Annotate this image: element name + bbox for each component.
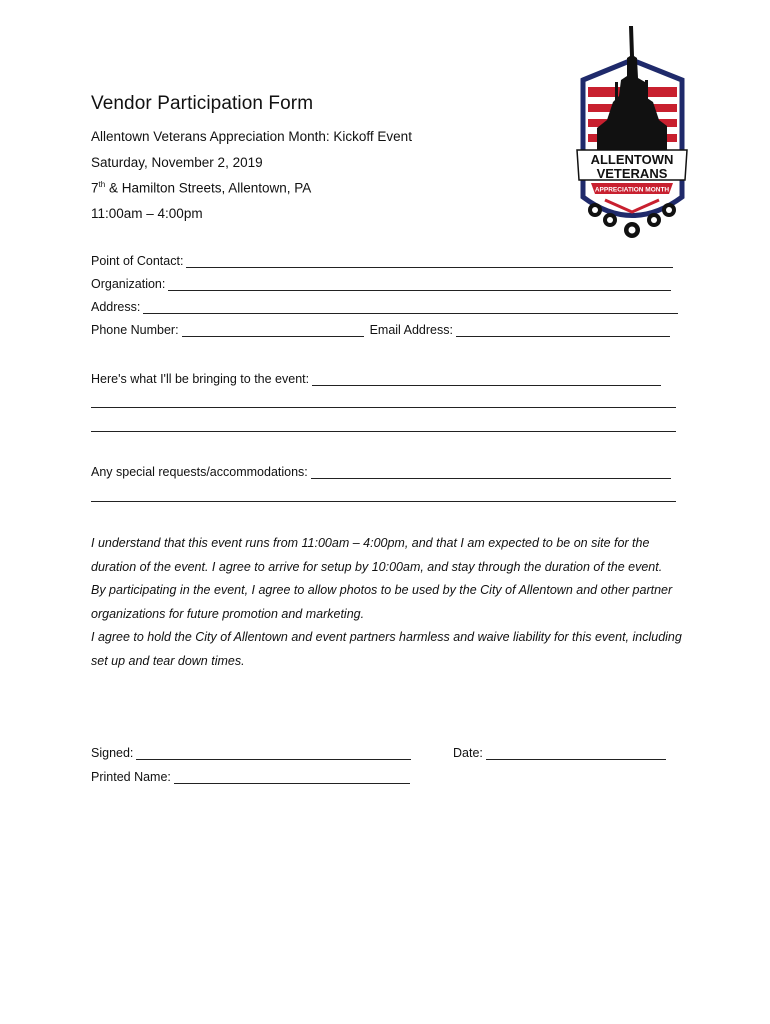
date-label: Date: bbox=[453, 746, 483, 760]
address-field[interactable] bbox=[91, 300, 678, 314]
printed-name-line[interactable] bbox=[174, 771, 410, 784]
point-of-contact-label: Point of Contact: bbox=[91, 254, 184, 268]
agreement-text bbox=[91, 532, 691, 673]
bringing-field[interactable] bbox=[91, 372, 661, 386]
email-label: Email Address: bbox=[369, 323, 453, 337]
form-title: Vendor Participation Form bbox=[91, 93, 314, 114]
agreement-paragraph-3: I agree to hold the City of Allentown and event partners harmless and waive liability for this event, including set up and tear down times. bbox=[91, 630, 682, 668]
address-number: 7 bbox=[91, 180, 99, 196]
event-location bbox=[91, 180, 311, 196]
event-date: Saturday, November 2, 2019 bbox=[91, 155, 263, 170]
email-line[interactable] bbox=[456, 324, 670, 337]
phone-label: Phone Number: bbox=[91, 323, 179, 337]
date-field[interactable] bbox=[453, 746, 666, 760]
organization-line[interactable] bbox=[168, 278, 671, 291]
special-requests-line-2[interactable] bbox=[91, 500, 676, 502]
event-time: 11:00am – 4:00pm bbox=[91, 206, 203, 221]
address-rest: & Hamilton Streets, Allentown, PA bbox=[105, 180, 312, 196]
bringing-line-3[interactable] bbox=[91, 430, 676, 432]
point-of-contact-line[interactable] bbox=[186, 255, 673, 268]
special-requests-line[interactable] bbox=[311, 466, 671, 479]
allentown-veterans-logo bbox=[575, 22, 690, 247]
point-of-contact-field[interactable] bbox=[91, 254, 673, 268]
logo-line1: ALLENTOWN bbox=[590, 152, 674, 167]
special-requests-field[interactable] bbox=[91, 465, 671, 479]
address-suffix: th bbox=[98, 180, 106, 189]
special-requests-label: Any special requests/accommodations: bbox=[91, 465, 308, 479]
date-line[interactable] bbox=[486, 747, 666, 760]
organization-field[interactable] bbox=[91, 277, 671, 291]
logo-line2: VETERANS bbox=[596, 166, 668, 181]
bringing-label: Here's what I'll be bringing to the event: bbox=[91, 372, 310, 386]
printed-name-field[interactable] bbox=[91, 770, 410, 784]
address-line[interactable] bbox=[143, 301, 678, 314]
bringing-line-2[interactable] bbox=[91, 406, 676, 408]
logo-line3: APPRECIATION MONTH bbox=[594, 186, 670, 194]
organization-label: Organization: bbox=[91, 277, 166, 291]
address-label: Address: bbox=[91, 300, 141, 314]
agreement-paragraph-2: By participating in the event, I agree to allow photos to be used by the City of Allentown and other partner organizations for future promotion and marketing. bbox=[91, 583, 673, 621]
bringing-line[interactable] bbox=[312, 373, 661, 386]
signed-field[interactable] bbox=[91, 746, 411, 760]
printed-name-label: Printed Name: bbox=[91, 770, 171, 784]
phone-email-row bbox=[91, 323, 670, 337]
signed-line[interactable] bbox=[136, 747, 411, 760]
signed-label: Signed: bbox=[91, 746, 134, 760]
agreement-paragraph-1: I understand that this event runs from 11:00am – 4:00pm, and that I am expected to be on site for the duration of the event. I agree to arrive for setup by 10:00am, and stay through the duration of the event. bbox=[91, 536, 663, 574]
phone-line[interactable] bbox=[182, 324, 364, 337]
event-name: Allentown Veterans Appreciation Month: Kickoff Event bbox=[91, 129, 412, 144]
